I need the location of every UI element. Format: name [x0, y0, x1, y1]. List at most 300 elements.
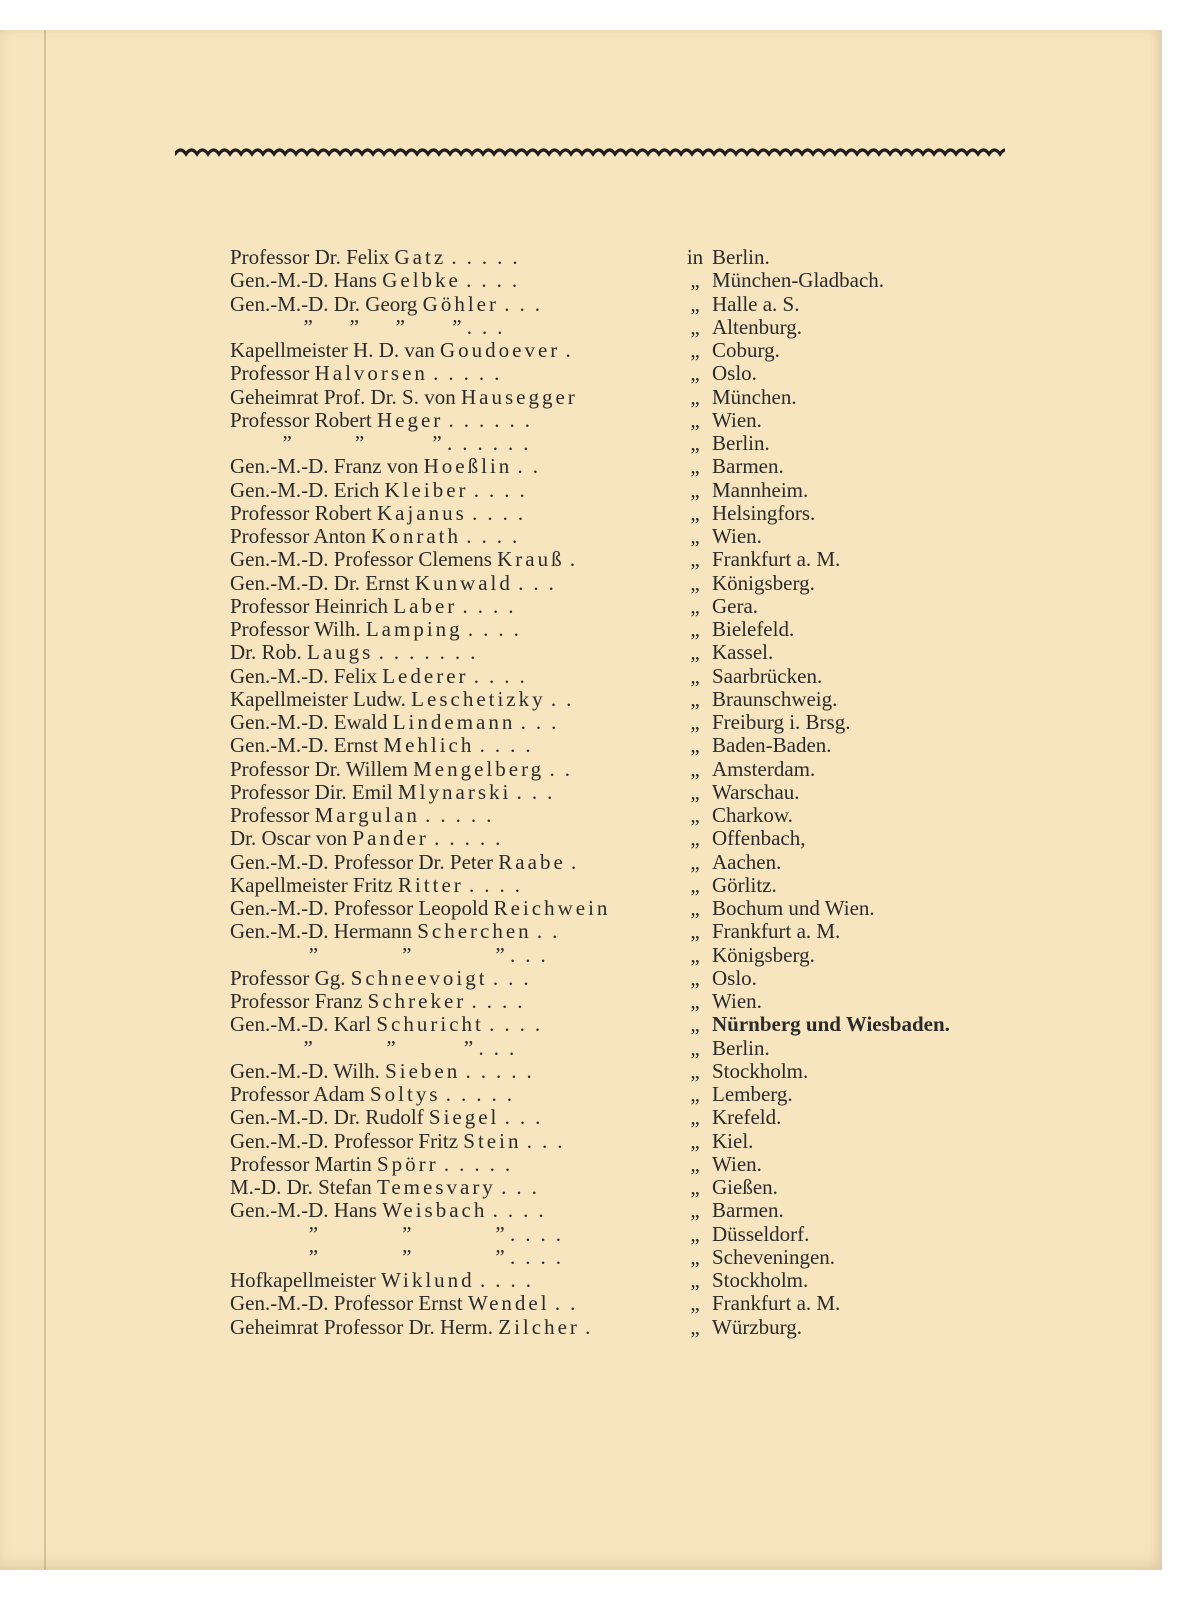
surname: Gatz: [394, 246, 447, 269]
location-prefix: „: [690, 710, 700, 734]
surname: Gelbke: [382, 269, 461, 293]
location-prefix: „: [690, 663, 700, 688]
leader-dots: ....: [473, 664, 535, 688]
leader-dots: .....: [443, 1152, 521, 1176]
conductor-name: [230, 1176, 682, 1199]
city: Wien.: [712, 407, 762, 432]
list-item: [230, 1037, 1030, 1060]
leader-dots: ....: [472, 501, 534, 525]
conductor-name: [230, 758, 682, 781]
leader-dots: ...: [501, 1176, 547, 1199]
list-item: [230, 851, 1030, 874]
list-item: [230, 874, 1030, 897]
location-prefix: in: [686, 245, 704, 269]
city: Frankfurt a. M.: [712, 1291, 841, 1316]
city: Wien.: [712, 1151, 762, 1176]
list-item: [230, 432, 1030, 455]
name-prefix: ” ” ”: [230, 1036, 474, 1060]
list-item: [230, 618, 1030, 641]
name-prefix: Gen.-M.-D. Dr. Georg: [230, 292, 418, 316]
city: Barmen.: [712, 454, 784, 479]
name-prefix: Professor Gg.: [230, 966, 346, 990]
surname: Lindemann: [392, 711, 516, 734]
surname: Reichwein: [493, 897, 611, 920]
surname: Kleiber: [384, 478, 469, 502]
surname: Wendel: [467, 1292, 550, 1316]
list-item: [230, 525, 1030, 548]
city: Charkow.: [712, 803, 793, 827]
conductor-name: [230, 688, 682, 711]
city: Mannheim.: [712, 477, 809, 502]
list-item: [230, 1292, 1030, 1315]
leader-dots: ....: [471, 990, 533, 1013]
surname: Hausegger: [460, 385, 578, 409]
conductor-name: [230, 1223, 682, 1246]
surname: Mlynarski: [398, 780, 512, 804]
location-prefix: „: [690, 338, 700, 362]
location-prefix: „: [690, 1291, 700, 1316]
list-item: [230, 269, 1030, 292]
surname: Raabe: [498, 850, 566, 874]
conductor-name: [230, 920, 682, 943]
surname: Scherchen: [417, 920, 532, 944]
surname: Pander: [352, 827, 429, 851]
surname: Kajanus: [376, 501, 467, 525]
location-prefix: „: [690, 500, 700, 525]
list-item: [230, 479, 1030, 502]
list-item: [230, 595, 1030, 618]
city: Wien.: [712, 524, 762, 548]
leader-dots: ....: [492, 1199, 554, 1223]
location-prefix: „: [690, 1058, 700, 1083]
conductor-name: [230, 362, 682, 385]
city: Halle a. S.: [712, 291, 800, 316]
conductor-name: [230, 990, 682, 1013]
conductor-name: [230, 665, 682, 688]
list-item: [230, 897, 1030, 920]
conductor-name: [230, 246, 682, 269]
city: Aachen.: [712, 849, 782, 874]
city: Kassel.: [712, 640, 774, 665]
location-prefix: „: [690, 431, 700, 455]
surname: Schreker: [367, 990, 467, 1013]
surname: Mengelberg: [413, 757, 545, 781]
list-item: [230, 1130, 1030, 1153]
conductor-name: [230, 432, 682, 455]
leader-dots: ..: [549, 757, 580, 781]
location-prefix: „: [690, 779, 700, 804]
list-item: [230, 804, 1030, 827]
city: Nürnberg und Wiesbaden.: [712, 1012, 950, 1037]
name-prefix: Gen.-M.-D. Professor Clemens: [230, 548, 492, 572]
name-prefix: Gen.-M.-D. Hans: [230, 269, 377, 293]
surname: Goudoever: [439, 339, 561, 362]
surname: Sieben: [385, 1059, 461, 1083]
leader-dots: ......: [448, 408, 541, 432]
leader-dots: ....: [479, 734, 541, 758]
list-item: [230, 944, 1030, 967]
leader-dots: .: [569, 548, 586, 572]
conductor-list: [230, 246, 1030, 1339]
list-item: [230, 246, 1030, 269]
conductor-name: [230, 269, 682, 292]
surname: Weisbach: [382, 1199, 488, 1223]
conductor-name: [230, 572, 682, 595]
surname: Laber: [393, 594, 458, 618]
location-prefix: „: [690, 1128, 700, 1153]
list-item: [230, 920, 1030, 943]
location-prefix: „: [690, 1035, 700, 1060]
location-prefix: „: [690, 617, 700, 641]
leader-dots: .: [571, 850, 587, 874]
leader-dots: ..: [517, 455, 549, 479]
leader-dots: ..: [536, 920, 568, 944]
list-item: [230, 1153, 1030, 1176]
location-prefix: „: [690, 1198, 700, 1223]
city: Offenbach,: [712, 826, 806, 851]
conductor-name: [230, 479, 682, 502]
name-prefix: ” ” ”: [230, 432, 442, 455]
conductor-name: [230, 386, 682, 409]
location-prefix: „: [690, 1244, 700, 1269]
name-prefix: Gen.-M.-D. Karl: [230, 1013, 372, 1037]
name-prefix: ” ” ” ”: [230, 315, 462, 339]
city: Amsterdam.: [712, 756, 816, 781]
conductor-name: [230, 827, 682, 850]
conductor-name: [230, 804, 682, 827]
surname: Wiklund: [381, 1269, 475, 1292]
conductor-name: [230, 502, 682, 525]
location-prefix: „: [690, 640, 700, 665]
surname: Schuricht: [376, 1013, 484, 1037]
list-item: [230, 1083, 1030, 1106]
name-prefix: Gen.-M.-D. Franz von: [230, 455, 419, 479]
conductor-name: [230, 1246, 682, 1269]
location-prefix: „: [690, 919, 700, 944]
name-prefix: Professor Wilh.: [230, 618, 361, 641]
location-prefix: „: [690, 872, 700, 897]
city: Königsberg.: [712, 942, 815, 967]
conductor-name: [230, 293, 682, 316]
list-item: [230, 409, 1030, 432]
leader-dots: ...: [526, 1129, 573, 1153]
list-item: [230, 734, 1030, 757]
location-prefix: „: [690, 756, 700, 781]
surname: Schneevoigt: [350, 966, 488, 990]
list-item: [230, 1106, 1030, 1129]
leader-dots: .: [585, 1315, 601, 1339]
name-prefix: Gen.-M.-D. Professor Fritz: [230, 1129, 459, 1153]
leader-dots: ..: [554, 1292, 586, 1316]
name-prefix: Gen.-M.-D. Erich: [230, 478, 380, 502]
list-item: [230, 967, 1030, 990]
leader-dots: ....: [466, 269, 528, 293]
city: Düsseldorf.: [712, 1221, 810, 1246]
leader-dots: ...: [466, 315, 513, 339]
conductor-name: [230, 548, 682, 571]
name-prefix: Dr. Oscar von: [230, 827, 348, 851]
list-item: [230, 455, 1030, 478]
name-prefix: Gen.-M.-D. Hermann: [230, 920, 412, 944]
city: Gießen.: [712, 1175, 778, 1199]
conductor-name: [230, 1130, 682, 1153]
list-item: [230, 339, 1030, 362]
name-prefix: Professor Robert: [230, 408, 372, 432]
city: Gera.: [712, 593, 759, 618]
city: Würzburg.: [712, 1314, 802, 1339]
conductor-name: [230, 1199, 682, 1222]
city: Bielefeld.: [712, 617, 795, 641]
list-item: [230, 1246, 1030, 1269]
leader-dots: ....: [479, 1269, 541, 1292]
surname: Heger: [376, 408, 444, 432]
city: Wien.: [712, 989, 762, 1013]
conductor-name: [230, 874, 682, 897]
leader-dots: ...: [509, 943, 556, 967]
location-prefix: „: [690, 826, 700, 851]
name-prefix: Professor Anton: [230, 525, 366, 548]
city: Scheveningen.: [712, 1244, 836, 1269]
name-prefix: Geheimrat Prof. Dr. S. von: [230, 385, 456, 409]
name-prefix: Dr. Rob.: [230, 641, 302, 665]
city: Saarbrücken.: [712, 663, 823, 688]
conductor-name: [230, 525, 682, 548]
city: München.: [712, 384, 797, 409]
leader-dots: ...: [516, 780, 563, 804]
surname: Mehlich: [383, 734, 475, 758]
surname: Stein: [463, 1129, 522, 1153]
location-prefix: „: [690, 1175, 700, 1199]
location-prefix: „: [690, 686, 700, 711]
city: Frankfurt a. M.: [712, 919, 841, 944]
leader-dots: ...: [492, 966, 539, 990]
location-prefix: „: [690, 291, 700, 316]
name-prefix: Kapellmeister H. D. van: [230, 339, 435, 362]
location-prefix: „: [690, 803, 700, 827]
name-prefix: Professor Franz: [230, 990, 363, 1013]
list-item: [230, 362, 1030, 385]
conductor-name: [230, 409, 682, 432]
surname: Lederer: [382, 664, 469, 688]
city: Altenburg.: [712, 314, 803, 339]
name-prefix: Professor Martin: [230, 1152, 372, 1176]
leader-dots: ......: [446, 432, 539, 455]
name-prefix: Professor Dr. Felix: [230, 246, 390, 269]
surname: Ritter: [397, 873, 464, 897]
location-prefix: „: [690, 733, 700, 758]
leader-dots: ...: [504, 1106, 551, 1130]
leader-dots: .....: [465, 1059, 542, 1083]
city: Stockholm.: [712, 1058, 809, 1083]
leader-dots: .....: [451, 246, 528, 269]
conductor-name: [230, 1013, 682, 1036]
document-page: [0, 30, 1162, 1570]
name-prefix: Geheimrat Professor Dr. Herm.: [230, 1315, 494, 1339]
name-prefix: Professor: [230, 804, 310, 827]
surname: Göhler: [422, 292, 499, 316]
name-prefix: Gen.-M.-D. Professor Ernst: [230, 1292, 463, 1316]
city: Oslo.: [712, 965, 757, 990]
conductor-name: [230, 1106, 682, 1129]
paper-fold-line: [44, 30, 46, 1570]
list-item: [230, 1316, 1030, 1339]
conductor-name: [230, 897, 682, 920]
leader-dots: ....: [509, 1222, 571, 1246]
location-prefix: „: [690, 407, 700, 432]
name-prefix: M.-D. Dr. Stefan: [230, 1176, 372, 1199]
name-prefix: Gen.-M.-D. Hans: [230, 1199, 377, 1223]
conductor-name: [230, 1153, 682, 1176]
city: Oslo.: [712, 361, 757, 386]
list-item: [230, 641, 1030, 664]
list-item: [230, 316, 1030, 339]
location-prefix: „: [690, 989, 700, 1013]
surname: Siegel: [428, 1106, 500, 1130]
leader-dots: ...: [520, 711, 567, 734]
surname: Kunwald: [414, 571, 513, 595]
name-prefix: Gen.-M.-D. Ewald: [230, 711, 388, 734]
city: Lemberg.: [712, 1082, 793, 1106]
conductor-name: [230, 1060, 682, 1083]
surname: Laugs: [307, 641, 374, 665]
leader-dots: ..: [550, 687, 582, 711]
leader-dots: ....: [466, 525, 528, 548]
surname: Temesvary: [376, 1176, 496, 1199]
decorative-wave-border: [175, 142, 1005, 164]
location-prefix: „: [690, 1082, 700, 1106]
name-prefix: Gen.-M.-D. Dr. Rudolf: [230, 1106, 424, 1130]
surname: Spörr: [376, 1152, 439, 1176]
surname: Leschetizky: [411, 687, 546, 711]
location-prefix: „: [690, 268, 700, 293]
leader-dots: .......: [378, 641, 486, 665]
conductor-name: [230, 1037, 682, 1060]
city: Krefeld.: [712, 1105, 782, 1130]
list-item: [230, 1223, 1030, 1246]
list-item: [230, 502, 1030, 525]
location-prefix: „: [690, 314, 700, 339]
list-item: [230, 758, 1030, 781]
name-prefix: Kapellmeister Ludw.: [230, 687, 406, 711]
conductor-name: [230, 1269, 682, 1292]
city: Helsingfors.: [712, 500, 816, 525]
surname: Hoeßlin: [423, 455, 513, 479]
leader-dots: ....: [467, 618, 529, 641]
name-prefix: Kapellmeister Fritz: [230, 873, 393, 897]
name-prefix: Professor Heinrich: [230, 594, 389, 618]
list-item: [230, 1269, 1030, 1292]
location-prefix: „: [690, 361, 700, 386]
surname: Lamping: [365, 618, 463, 641]
city: Berlin.: [712, 431, 770, 455]
city: Bochum und Wien.: [712, 896, 875, 920]
conductor-name: [230, 316, 682, 339]
conductor-name: [230, 711, 682, 734]
leader-dots: .....: [433, 362, 510, 386]
surname: Konrath: [371, 525, 461, 548]
name-prefix: ” ” ”: [230, 1222, 505, 1246]
leader-dots: ....: [473, 478, 535, 502]
list-item: [230, 548, 1030, 571]
name-prefix: Professor Adam: [230, 1083, 365, 1106]
conductor-name: [230, 1083, 682, 1106]
city: Barmen.: [712, 1198, 784, 1223]
location-prefix: „: [690, 454, 700, 479]
conductor-name: [230, 339, 682, 362]
conductor-name: [230, 1316, 682, 1339]
name-prefix: ” ” ”: [230, 1245, 505, 1269]
list-item: [230, 293, 1030, 316]
leader-dots: .....: [434, 827, 511, 851]
name-prefix: Professor: [230, 362, 310, 386]
city: Kiel.: [712, 1128, 754, 1153]
name-prefix: Gen.-M.-D. Felix: [230, 664, 377, 688]
location-prefix: „: [690, 477, 700, 502]
list-item: [230, 1176, 1030, 1199]
leader-dots: ...: [518, 571, 564, 595]
name-prefix: Hofkapellmeister: [230, 1269, 376, 1292]
list-item: [230, 827, 1030, 850]
location-prefix: „: [690, 942, 700, 967]
conductor-name: [230, 944, 682, 967]
city: Braunschweig.: [712, 686, 838, 711]
leader-dots: .....: [445, 1083, 523, 1106]
conductor-name: [230, 1292, 682, 1315]
location-prefix: „: [690, 593, 700, 618]
name-prefix: Gen.-M.-D. Wilh.: [230, 1059, 380, 1083]
name-prefix: Gen.-M.-D. Dr. Ernst: [230, 571, 410, 595]
leader-dots: ...: [504, 292, 550, 316]
location-prefix: „: [690, 1151, 700, 1176]
list-item: [230, 688, 1030, 711]
leader-dots: ....: [469, 873, 531, 897]
surname: Krauß: [497, 548, 565, 572]
location-prefix: „: [690, 1105, 700, 1130]
location-prefix: „: [690, 1314, 700, 1339]
conductor-name: [230, 595, 682, 618]
list-item: [230, 711, 1030, 734]
location-prefix: „: [690, 1221, 700, 1246]
city: Warschau.: [712, 779, 800, 804]
conductor-name: [230, 618, 682, 641]
conductor-name: [230, 967, 682, 990]
list-item: [230, 990, 1030, 1013]
conductor-name: [230, 455, 682, 478]
name-prefix: Professor Dir. Emil: [230, 780, 393, 804]
location-prefix: „: [690, 1012, 700, 1037]
city: Berlin.: [712, 245, 770, 269]
location-prefix: „: [690, 1268, 700, 1292]
leader-dots: ....: [462, 594, 524, 618]
city: Görlitz.: [712, 872, 777, 897]
leader-dots: ....: [509, 1245, 571, 1269]
list-item: [230, 1013, 1030, 1036]
city: Königsberg.: [712, 570, 815, 595]
name-prefix: Gen.-M.-D. Professor Dr. Peter: [230, 850, 494, 874]
name-prefix: ” ” ”: [230, 943, 505, 967]
name-prefix: Gen.-M.-D. Ernst: [230, 734, 379, 758]
location-prefix: „: [690, 524, 700, 548]
name-prefix: Professor Dr. Willem: [230, 757, 408, 781]
conductor-name: [230, 781, 682, 804]
city: Stockholm.: [712, 1268, 809, 1292]
name-prefix: Professor Robert: [230, 501, 372, 525]
surname: Halvorsen: [314, 362, 428, 386]
location-prefix: „: [690, 896, 700, 920]
location-prefix: „: [690, 965, 700, 990]
leader-dots: ...: [478, 1036, 525, 1060]
location-prefix: „: [690, 849, 700, 874]
